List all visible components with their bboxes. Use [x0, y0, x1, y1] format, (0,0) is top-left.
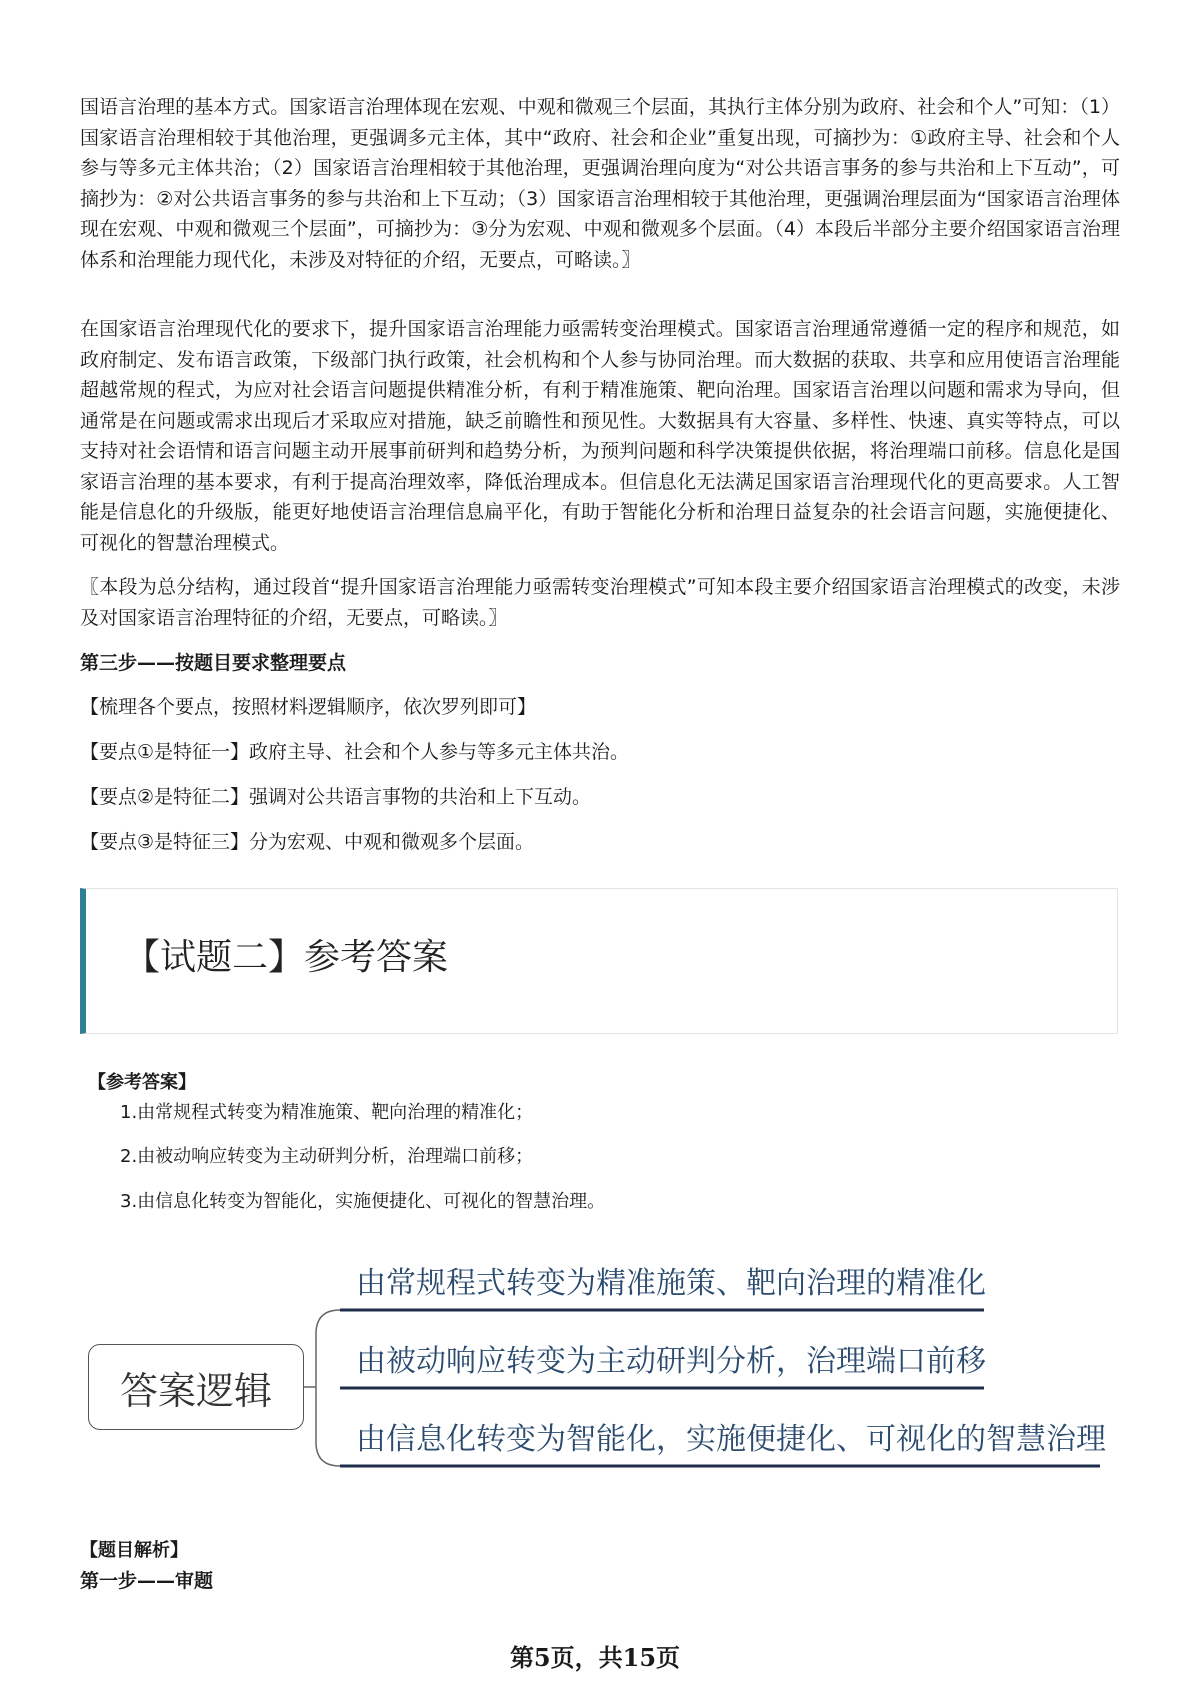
answer-item-1: 1.由常规程式转变为精准施策、靶向治理的精准化； [120, 1102, 534, 1123]
banner-title: 【试题二】参考答案 [124, 937, 449, 978]
answer-label: 【参考答案】 [88, 1072, 196, 1093]
key-point-1: 【要点①是特征一】政府主导、社会和个人参与等多元主体共治。 [80, 741, 630, 763]
answer-item-3: 3.由信息化转变为智能化，实施便捷化、可视化的智慧治理。 [120, 1191, 606, 1212]
paragraph-material: 在国家语言治理现代化的要求下，提升国家语言治理能力亟需转变治理模式。国家语言治理通常遵循一定的程序和规范，如政府制定、发布语言政策，下级部门执行政策，社会机构和个人参与协同治理。而大数据的获取、共享和应用使语言治理能超越常规的程式，为应对社会语言问题提供精准分析，有利于精准施策、靶向治理。国家语言治理以问题和需求为导向，但通常是在问题或需求出现后才采取应对措施，缺乏前瞻性和预见性。大数据具有大容量、多样性、快速、真实等特点，可以支持对社会语情和语言问题主动开展事前研判和趋势分析，为预判问题和科学决策提供依据，将治理端口前移。信息化是国家语言治理的基本要求，有利于提高治理效率，降低治理成本。但信息化无法满足国家语言治理现代化的更高要求。人工智能是信息化的升级版，能更好地使语言治理信息扁平化，有助于智能化分析和治理日益复杂的社会语言问题，实施便捷化、可视化的智慧治理模式。 [80, 318, 1120, 554]
mindmap-branch-3: 由信息化转变为智能化，实施便捷化、可视化的智慧治理 [356, 1422, 1106, 1457]
sort-instruction: 【梳理各个要点，按照材料逻辑顺序，依次罗列即可】 [80, 696, 537, 718]
mindmap-branch-2: 由被动响应转变为主动研判分析，治理端口前移 [356, 1344, 986, 1379]
key-point-2: 【要点②是特征二】强调对公共语言事物的共治和上下互动。 [80, 786, 592, 808]
page-number: 第5页，共15页 [509, 1643, 681, 1672]
mindmap-root: 答案逻辑 [88, 1344, 304, 1430]
step1-heading: 第一步——审题 [80, 1570, 214, 1592]
analysis-label: 【题目解析】 [80, 1540, 188, 1561]
mindmap-branch-1: 由常规程式转变为精准施策、靶向治理的精准化 [356, 1266, 986, 1301]
key-point-3: 【要点③是特征三】分为宏观、中观和微观多个层面。 [80, 831, 535, 853]
section-banner [80, 888, 1118, 1034]
paragraph-comment: 〖本段为总分结构，通过段首“提升国家语言治理能力亟需转变治理模式”可知本段主要介绍国家语言治理模式的改变，未涉及对国家语言治理特征的介绍，无要点，可略读。〗 [80, 576, 1120, 629]
paragraph-analysis-continued: 国语言治理的基本方式。国家语言治理体现在宏观、中观和微观三个层面，其执行主体分别为政府、社会和个人”可知：（1）国家语言治理相较于其他治理，更强调多元主体，其中“政府、社会和企业”重复出现，可摘抄为：①政府主导、社会和个人参与等多元主体共治；（2）国家语言治理相较于其他治理，更强调治理向度为“对公共语言事务的参与共治和上下互动”，可摘抄为：②对公共语言事务的参与共治和上下互动；（3）国家语言治理相较于其他治理，更强调治理层面为“国家语言治理体现在宏观、中观和微观三个层面”，可摘抄为：③分为宏观、中观和微观多个层面。（4）本段后半部分主要介绍国家语言治理体系和治理能力现代化，未涉及对特征的介绍，无要点，可略读。〗 [80, 96, 1120, 271]
step3-heading: 第三步——按题目要求整理要点 [80, 652, 347, 674]
answer-item-2: 2.由被动响应转变为主动研判分析，治理端口前移； [120, 1146, 534, 1167]
